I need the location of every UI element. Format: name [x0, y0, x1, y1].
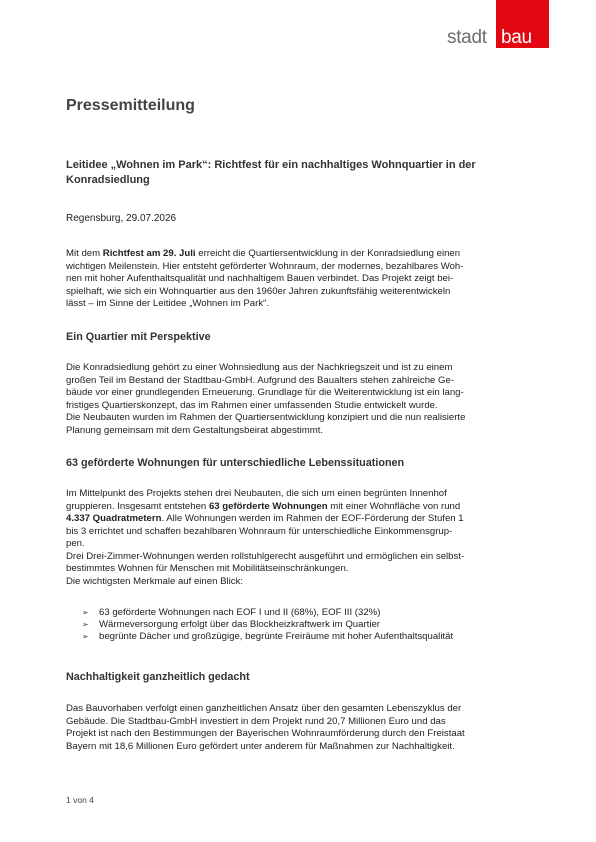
- apartments-line-6: Drei Drei-Zimmer-Wohnungen werden rollstuhlgerecht ausgeführt und ermöglichen ein selbst-: [66, 550, 465, 562]
- section-heading-apartments: 63 geförderte Wohnungen für unterschiedliche Lebenssituationen: [66, 457, 405, 469]
- arrow-bullet-icon: ➢: [82, 620, 89, 629]
- lead-headline: Leitidee „Wohnen im Park“: Richtfest für ein nachhaltiges Wohnquartier in der Konradsiedlung: [66, 159, 476, 186]
- intro-line-3: nen mit hoher Aufenthaltsqualität und nachhaltigem Bauen verbindet. Das Projekt zeigt bei-: [66, 273, 454, 284]
- list-item: ➢ begrünte Dächer und großzügige, begrünte Freiräume mit hoher Aufenthaltsqualität: [82, 631, 454, 642]
- document-title: Pressemitteilung: [66, 97, 195, 114]
- intro-line-4: spielhaft, wie sich ein Wohnquartier aus den 1960er Jahren zukunftsfähig weiterentwickeln: [66, 285, 451, 297]
- perspective-line: Die Neubauten wurden im Rahmen der Quartiersentwicklung konzipiert und die nun realisierte: [66, 412, 466, 423]
- apartments-line-3: 4.337 Quadratmetern. Alle Wohnungen werden im Rahmen der EOF-Förderung der Stufen 1: [66, 513, 464, 524]
- apartments-line-7: bestimmtes Wohnen für Menschen mit Mobilitätseinschränkungen.: [66, 563, 349, 574]
- apartments-line-8: Die wichtigsten Merkmale auf einen Blick:: [66, 575, 244, 587]
- sustainability-paragraph: [66, 703, 532, 753]
- list-item: ➢ Wärmeversorgung erfolgt über das Blockheizkraftwerk im Quartier: [82, 619, 380, 630]
- list-item: ➢ 63 geförderte Wohnungen nach EOF I und II (68%), EOF III (32%): [82, 607, 381, 618]
- arrow-bullet-icon: ➢: [82, 632, 89, 641]
- intro-line-2: wichtigen Meilenstein. Hier entsteht geförderter Wohnraum, der modernes, bezahlbares Woh-: [66, 260, 464, 272]
- perspective-line: fristiges Quartierskonzept, das im Rahmen einer umfassenden Studie entwickelt wurde.: [66, 399, 438, 411]
- sustainability-line: Das Bauvorhaben verfolgt einen ganzheitlichen Ansatz über den gesamten Lebenszyklus der: [66, 703, 462, 714]
- page-number: 1 von 4: [66, 795, 94, 805]
- perspective-line: Planung gemeinsam mit dem Gestaltungsbeirat abgestimmt.: [66, 424, 324, 436]
- sustainability-line: Projekt ist nach den Bestimmungen der Bayerischen Wohnraumförderung durch den Freistaat: [66, 728, 465, 739]
- dateline: Regensburg, 29.07.2026: [66, 213, 177, 224]
- apartments-line-2: gruppieren. Insgesamt entstehen 63 geförderte Wohnungen mit einer Wohnfläche von rund: [66, 500, 461, 512]
- intro-paragraph: [66, 248, 532, 311]
- sustainability-line: Bayern mit 18,6 Millionen Euro gefördert unter anderem für Maßnahmen zur Nachhaltigkeit.: [66, 740, 455, 752]
- section-heading-sustainability: Nachhaltigkeit ganzheitlich gedacht: [66, 671, 250, 683]
- logo-text-stadt: stadt: [447, 27, 487, 48]
- intro-line-1: Mit dem Richtfest am 29. Juli erreicht die Quartiersentwicklung in der Konradsiedlung einen: [66, 248, 461, 259]
- perspective-paragraph: [66, 362, 532, 437]
- perspective-line: Die Konradsiedlung gehört zu einer Wohnsiedlung aus der Nachkriegszeit und ist zu einem: [66, 362, 453, 373]
- stadtbau-logo: [447, 0, 547, 54]
- apartments-line-1: Im Mittelpunkt des Projekts stehen drei Neubauten, die sich um einen begrünten Innenhof: [66, 488, 447, 499]
- apartments-paragraph: [66, 488, 532, 588]
- perspective-line: bäude vor einer grundlegenden Erneuerung. Grundlage für die Weiterentwicklung ist ein lang-: [66, 387, 464, 398]
- section-heading-perspective: Ein Quartier mit Perspektive: [66, 331, 211, 343]
- apartments-line-4: bis 3 errichtet und schaffen bezahlbaren Wohnraum für unterschiedliche Einkommensgrup-: [66, 525, 453, 537]
- intro-line-5: lässt – im Sinne der Leitidee „Wohnen im Park“.: [66, 298, 269, 309]
- apartments-line-5: pen.: [66, 538, 85, 549]
- sustainability-line: Gebäude. Die Stadtbau-GmbH investiert in dem Projekt rund 20,7 Millionen Euro und das: [66, 715, 446, 727]
- features-list: [82, 607, 453, 643]
- logo-text-bau: bau: [501, 27, 532, 48]
- arrow-bullet-icon: ➢: [82, 608, 89, 617]
- perspective-line: großen Teil im Bestand der Stadtbau-GmbH. Aufgrund des Baualters stehen zahlreiche Ge-: [66, 374, 455, 386]
